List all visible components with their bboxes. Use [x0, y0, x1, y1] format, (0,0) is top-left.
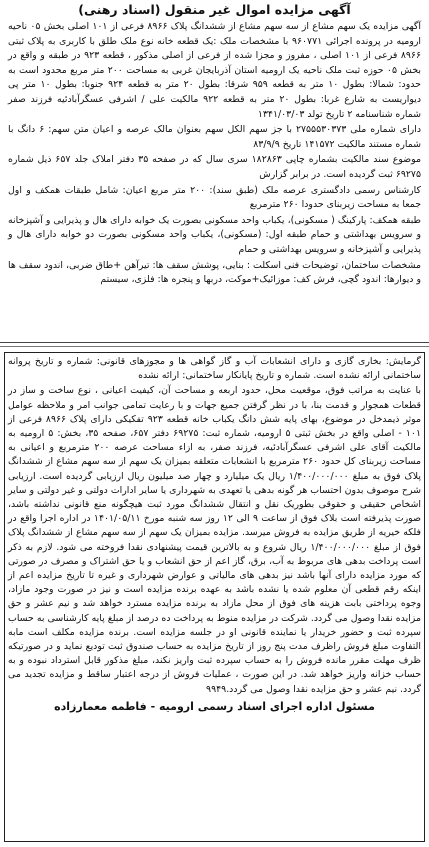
notice-title: آگهی مزایده اموال غیر منقول (اسناد رهنی): [78, 2, 351, 17]
continuation-paragraph: با عنایت به مراتب فوق، موقعیت محل، حدود اربعه و مساحت آن، کیفیت اعیانی ، نوع ساخت و ساز در قطعات همجوار و قدمت بنا، با در نظر گرفتن جمیع جهات و با رعایت تمامی جوانب امر و ملاحظه عوامل موثر ذیمدخل در موضوع، بهای پایه شش دانگ یکباب خانه قطعه ۹۲۳ تفکیکی دارای پلاک ۸۹۶۶ فرعی از ۱۰۱ - اصلی واقع در بخش ثبتی ۵ ارومیه، شماره ثبت: ۶۹۲۷۵ دفتر ۶۵۷، صفحه ۳۵، بخش: ۵ ارومیه به مالکیت آقای علی اشرفی عسگرآبادئیه، فرزند صفر، به ازاء مساحت عرصه ۲۰۰ مترمربع و اعیانی به مساحت زیربنای کل حدود ۲۶۰ مترمربع با انشعابات متعلقه بمیزان یک سهم از سه سهم مشاع از ششدانگ پلاک فوق به مبلغ ۱/۴۰۰/۰۰۰/۰۰۰ ریال یک میلیارد و چهار صد میلیون ریال ارزیابی گردیده است. ارزیابی شرح موصوف بدون احتساب هر گونه بدهی یا تعهدی به شهرداری یا سایر ادارات دولتی و غیر دولتی و سایر اشخاص حقیقی و حقوقی بطوریک نقل و انتقال ششدانگ مورد ثبت هیچگونه منع قانونی نداشته باشد، صورت پذیرفته است بلاک فوق از ساعت ۹ الی ۱۲ روز سه شنبه مورخ ۱۴۰۱/۰۵/۱۱ در اداره اجرا واقع در فلکه خیریه از طریق مزایده به فروش میرسد. مزایده بمیزان یک سهم از سه سهم مشاع از ششدانگ پلاک فوق از مبلغ ۱/۴۰۰/۰۰۰/۰۰۰ ریال شروع و به بالاترین قیمت پیشنهادی نقدا فروخته می شود. لازم به ذکر است پرداخت بدهی های مربوط به آب، برق، گاز اعم از حق انشعاب و یا حق اشتراک و مصرف در صورتی که مورد مزایده دارای آنها باشد نیز بدهی های مالیاتی و عوارض شهرداری و غیره تا تاریخ مزایده اعم از اینکه رقم قطعی آن معلوم شده یا نشده باشد به عهده برنده مزایده است و نیز در صورت وجود مازاد، وجوه پرداختی بابت هزینه های فوق از محل مازاد به برنده مزایده مسترد خواهد شد و نیم عشر و حق مزایده نقدا وصول می گردد. شرکت در مزایده منوط به پرداخت ده درصد از مبلغ پایه کارشناسی به حساب سپرده ثبت و حضور خریدار یا نماینده قانونی او در جلسه مزایده است. برنده مزایده مکلف است مابه التفاوت مبلغ فروش راظرف مدت پنج روز از تاریخ مزایده به حساب صندوق ثبت تودیع نماید و در صورتیکه ظرف مهلت مقرر مانده فروش را به حساب سپرده ثبت واریز نکند، مبلغ مذکور قابل استرداد نبوده و به حساب خزانه واریز خواهد شد. در این صورت ، عملیات فروش از درجه اعتبار ساقط و مزایده تجدید می گردد. نیم عشر و حق مزایده نقدا وصول می گردد.۹۹۴۹: [8, 385, 421, 695]
notice-paragraph: موضوع سند مالکیت بشماره چاپی ۱۸۲۸۶۳ سری سال که در صفحه ۳۵ دفتر املاک جلد ۶۵۷ ذیل شماره ۶۹۲۷۵ ثبت گردیده است. در برابر گزارش: [8, 154, 422, 180]
signature-line: مسئول اداره اجرای اسناد رسمی ارومیه - فاطمه معمارزاده: [54, 699, 375, 713]
notice-paragraph: دارای شماره ملی ۲۷۵۵۵۳۰۳۷۳ با جز سهم الکل سهم بعنوان مالک عرصه و اعیان متن سهم: ۶ دانگ با شماره مستند مالکیت ۱۴۱۵۷۲ تاریخ ۸۳/۹/۹: [8, 124, 421, 150]
section-divider: [0, 342, 429, 351]
notice-paragraph: طبقه همکف: پارکینگ ( مسکونی)، یکباب واحد مسکونی بصورت یک خوابه دارای هال و پذیرایی و آشپزخانه و سرویس بهداشتی و حمام طبقه اول: (مسکونی)، یکباب واحد مسکونی بصورت دو خوابه دارای هال و پذیرایی و آشپزخانه و سرویس بهداشتی و حمام: [8, 214, 421, 255]
auction-notice-continuation: [4, 352, 425, 842]
auction-notice-top: [4, 0, 425, 340]
continuation-paragraph: گرمایش: بخاری گازی و دارای انشعابات آب و گاز گواهی ها و مجوزهای قانونی: شماره و تاریخ پروانه ساختمانی ارائه نشده است. شماره و تاریخ پایانکار ساختمانی: ارائه نشده: [8, 356, 421, 382]
notice-paragraph: آگهی مزایده یک سهم مشاع از سه سهم مشاع از ششدانگ پلاک ۸۹۶۶ فرعی از ۱۰۱ اصلی بخش ۰۵ ناحیه ارومیه در پرونده اجرائی ۹۶۰۷۷۱ با مشخصات ملک :یک قطعه خانه نوع ملک طلق با کاربری به پلاک ثبتی ۸۹۶۶ فرعی از ۱۰۱ اصلی ، مفروز و مجزا شده از فرعی از اصلی مذکور ، قطعه ۹۲۳ در طبقه و واقع در بخش ۰۵ حوزه ثبت ملک ناحیه یک ارومیه استان آذربایجان غربی به مساحت ۲۰۰ متر مربع محدود است به حدود: شمالا: بطول ۱۰ متر به قطعه ۹۵۹ شرقا: بطول ۲۰ متر به قطعه ۹۲۴ جنوبا: بطول ۱۰ متر پی دیواریست به شارع غربا: بطول ۲۰ متر به قطعه ۹۲۲ مالکیت علی / اشرفی عسگرآبادئیه فرزند صفر شماره شناسنامه ۲ تاریخ تولد ۱۳۴۱/۰۳/۰۳: [8, 21, 421, 120]
notice-paragraph: کارشناس رسمی دادگستری عرصه ملک (طبق سند): ۲۰۰ متر مربع اعیان: شامل طبقات همکف و اول جمعا به مساحت زیربنای حدودا ۲۶۰ مترمربع: [8, 184, 421, 211]
notice-paragraph: مشخصات ساختمان، توضیحات فنی اسکلت : بنایی، پوشش سقف ها: تیرآهن +طاق ضربی، اندود سقف ها و دیوارها: اندود گچی، فرش کف: موزائیک+موکت، دربها و پنجره ها: فلزی، سیستم: [8, 259, 421, 286]
